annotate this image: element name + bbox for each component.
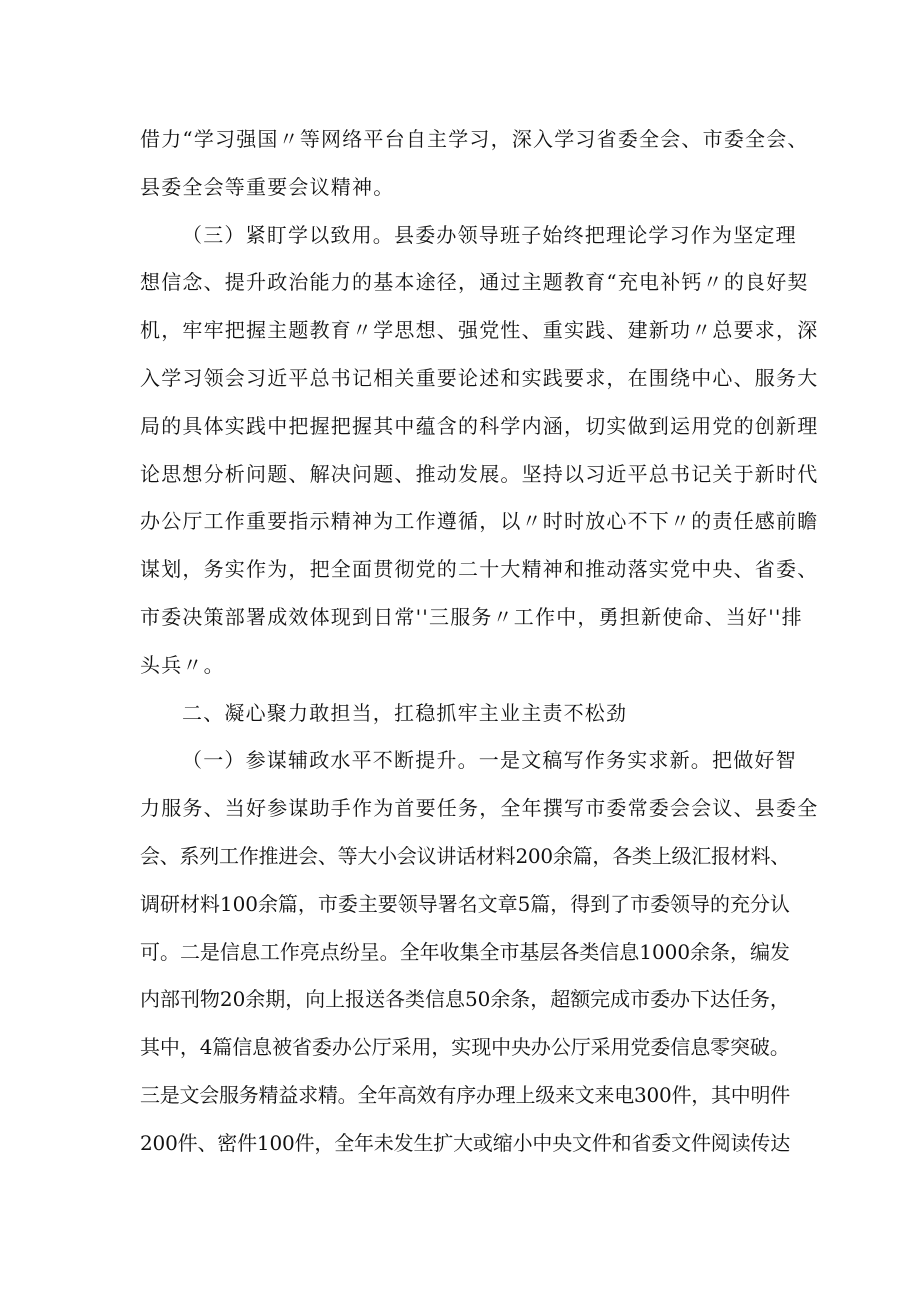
text-line: 调研材料100余篇，市委主要领导署名文章5篇，得到了市委领导的充分认 [140, 891, 790, 916]
text-line: 其中，4篇信息被省委办公厅采用，实现中央办公厅采用党委信息零突破。 [140, 1035, 790, 1060]
text-line: 想信念、提升政治能力的基本途径，通过主题教育“充电补钙〃的良好契 [140, 270, 809, 295]
text-line: 力服务、当好参谋助手作为首要任务，全年撰写市委常委会会议、县委全 [140, 796, 819, 821]
text-line: 三是文会服务精益求精。全年高效有序办理上级来文来电300件，其中明件 [140, 1082, 791, 1107]
text-line: 县委全会等重要会议精神。 [140, 174, 395, 199]
text-line: 借力“学习强国〃等网络平台自主学习，深入学习省委全会、市委全会、 [140, 127, 809, 151]
text-line: 谋划，务实作为，把全面贯彻党的二十大精神和推动落实党中央、省委、 [140, 557, 819, 582]
text-line: 论思想分析问题、解决问题、推动发展。坚持以习近平总书记关于新时代 [140, 461, 819, 486]
text-line: 办公厅工作重要指示精神为工作遵循，以〃时时放心不下〃的责任感前瞻 [140, 509, 819, 534]
text-line: 局的具体实践中把握把握其中蕴含的科学内涵，切实做到运用党的创新理 [140, 413, 819, 438]
text-line: 可。二是信息工作亮点纷呈。全年收集全市基层各类信息1000余条，编发 [140, 939, 790, 964]
text-line: （一）参谋辅政水平不断提升。一是文稿写作务实求新。把做好智 [182, 748, 797, 773]
document-body [140, 116, 819, 1168]
text-line: （三）紧盯学以致用。县委办领导班子始终把理论学习作为坚定理 [182, 222, 797, 247]
text-line: 会、系列工作推进会、等大小会议讲话材料200余篇，各类上级汇报材料、 [140, 843, 791, 868]
text-line: 200件、密件100件，全年未发生扩大或缩小中央文件和省委文件阅读传达 [140, 1130, 791, 1155]
text-line: 头兵〃。 [140, 652, 225, 677]
text-line: 市委决策部署成效体现到日常''三服务〃工作中，勇担新使命、当好''排 [140, 604, 803, 629]
text-line: 入学习领会习近平总书记相关重要论述和实践要求，在围绕中心、服务大 [140, 365, 819, 390]
text-line: 机，牢牢把握主题教育〃学思想、强党性、重实践、建新功〃总要求，深 [140, 318, 819, 343]
text-line: 内部刊物20余期，向上报送各类信息50余条，超额完成市委办下达任务， [140, 987, 790, 1012]
text-line: 二、凝心聚力敢担当，扛稳抓牢主业主责不松劲 [182, 700, 628, 725]
